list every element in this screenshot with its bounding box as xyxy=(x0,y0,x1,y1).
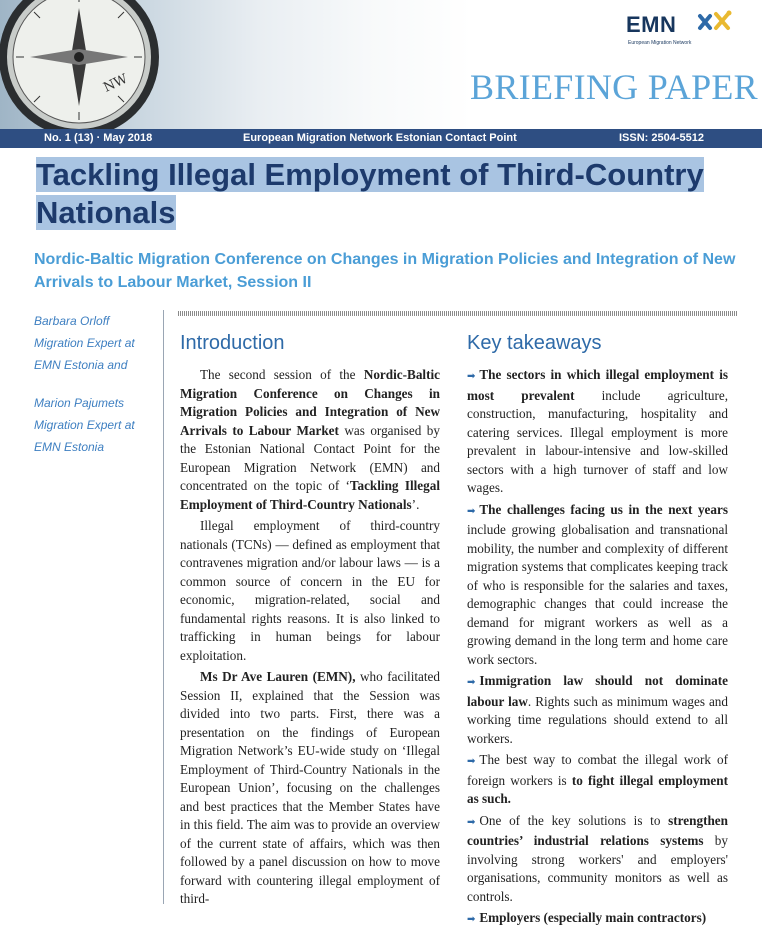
author-2-role: Migration Expert at xyxy=(34,418,135,432)
takeaway-item: ➡ One of the key solutions is to strengthen countries’ industrial relations systems by involving strong workers' and employers' organisations, community monitors as well as controls. xyxy=(467,812,728,904)
arrow-icon: ➡ xyxy=(467,816,476,828)
title-line-1: Tackling Illegal Employment of Third-Country xyxy=(36,157,704,192)
arrow-icon: ➡ xyxy=(467,371,476,382)
author-1-name: Barbara Orloff xyxy=(34,314,110,328)
dotted-rule xyxy=(178,311,738,316)
takeaway-item: ➡ The best way to combat the illegal work of foreign workers is to fight illegal employment as such. xyxy=(467,752,728,806)
introduction-heading: Introduction xyxy=(180,332,285,354)
takeaway-item: ➡ The challenges facing us in the next years include growing globalisation and transnational mobility, the number and complexity of different migration systems that complicates keeping track of who is responsible for the salaries and taxes, demographic changes that could increase the demand for migrant workers as well as a growing demand in the long term and home care work sectors. xyxy=(467,501,728,667)
issue-number: No. 1 (13) · May 2018 xyxy=(44,132,153,144)
page-title xyxy=(36,156,760,232)
issue-bar xyxy=(0,129,762,148)
issn: ISSN: 2504-5512 xyxy=(619,132,704,144)
key-takeaways-list xyxy=(467,366,728,933)
intro-paragraph-1: The second session of the Nordic-Baltic Migration Conference on Changes in Migration Policies and Integration of New Arrivals to Labour Market was organised by the Estonian National Contact Point for the European Migration Network (EMN) and concentrated on the topic of ‘Tackling Illegal Employment of Third-Country Nationals’. xyxy=(180,367,440,512)
compass-image xyxy=(0,0,164,142)
intro-paragraph-3: Ms Dr Ave Lauren (EMN), who facilitated Session II, explained that the Session was divided into two parts. First, there was a presentation on the findings of European Migration Network’s EU-wide study on ‘Illegal Employment of Third-Country Nationals in the European Union’, focusing on the challenges and best practices that the Member States have in this field. The aim was to provide an overview of the current state of affairs, which was then followed by a panel discussion on how to move forward with countering illegal employment of third- xyxy=(180,669,440,906)
takeaway-item: ➡ Immigration law should not dominate labour law. Rights such as minimum wages and working time regulations should extend to all workers. xyxy=(467,673,728,746)
svg-text:NW: NW xyxy=(101,71,131,96)
takeaway-item: ➡ Employers (especially main contractors) xyxy=(467,910,707,925)
arrow-icon: ➡ xyxy=(467,914,476,925)
author-2-org: EMN Estonia xyxy=(34,440,105,454)
title-line-2: Nationals xyxy=(36,195,176,230)
briefing-paper-label: BRIEFING PAPER xyxy=(470,67,758,107)
takeaway-item: ➡ The sectors in which illegal employment is most prevalent include agriculture, construction, manufacturing, hospitality and catering services. Illegal employment is more prevalent in labour-intensive and low-skilled sectors with a high turnover of staff and low wages. xyxy=(467,367,728,495)
header-banner xyxy=(0,0,762,130)
logo-subtitle: European Migration Network xyxy=(628,40,692,46)
arrow-icon: ➡ xyxy=(467,505,476,517)
arrow-icon: ➡ xyxy=(467,756,476,767)
logo-text: EMN xyxy=(626,12,677,37)
authors xyxy=(34,310,154,458)
emn-logo xyxy=(626,10,746,52)
author-2-name: Marion Pajumets xyxy=(34,396,125,410)
publisher: European Migration Network Estonian Contact Point xyxy=(243,132,517,144)
arrow-icon: ➡ xyxy=(467,677,476,688)
introduction-text xyxy=(180,366,440,912)
intro-paragraph-2: Illegal employment of third-country nationals (TCNs) — defined as employment that contravenes migration and/or labour laws — is a common source of concern in the EU for economic, migration-related, social and fundamental rights reasons. It is also linked to trafficking in human beings for labour exploitation. xyxy=(180,518,440,663)
author-1-role: Migration Expert at xyxy=(34,336,135,350)
author-1-org: EMN Estonia and xyxy=(34,358,128,372)
key-takeaways-heading: Key takeaways xyxy=(467,332,602,354)
page-subtitle: Nordic-Baltic Migration Conference on Changes in Migration Policies and Integration of New Arrivals to Labour Market, Session II xyxy=(34,251,736,291)
sidebar-divider xyxy=(163,310,164,904)
stars-icon xyxy=(696,10,734,40)
